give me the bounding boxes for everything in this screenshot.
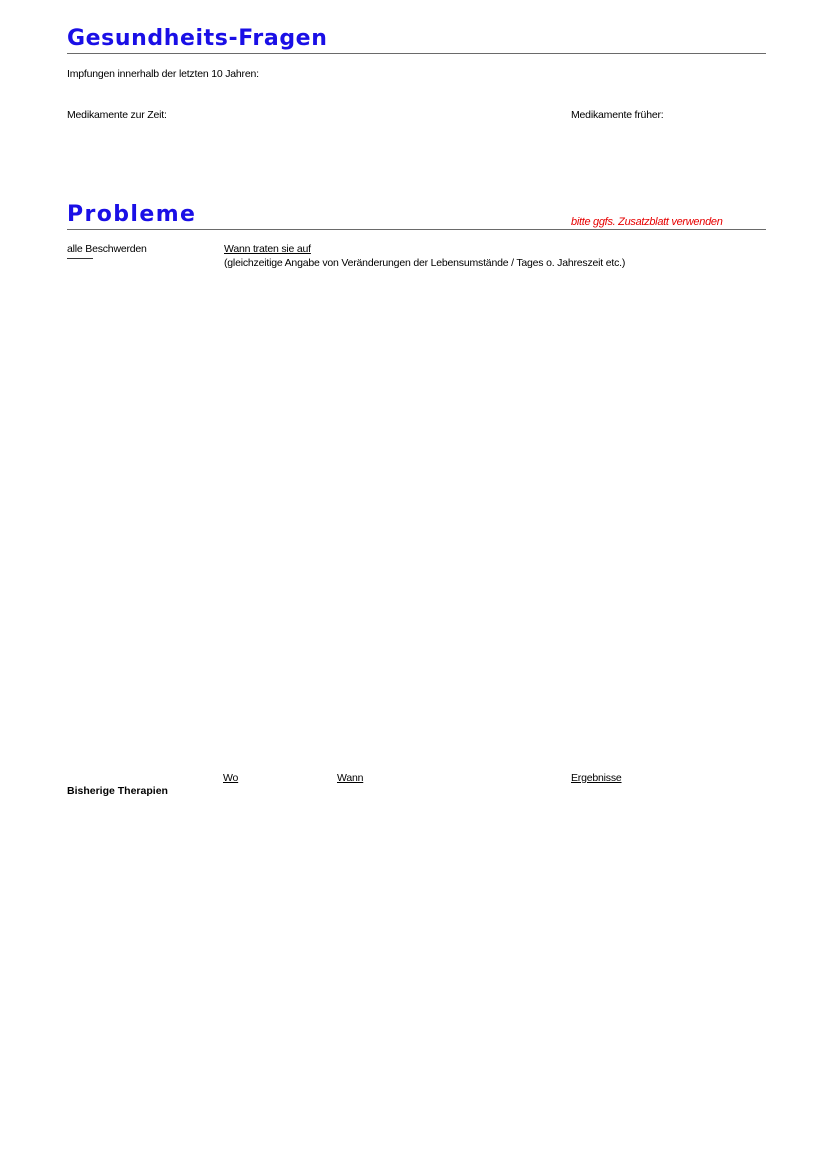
additional-sheet-note: bitte ggfs. Zusatzblatt verwenden <box>571 216 723 228</box>
therapy-where-label: Wo <box>223 772 239 784</box>
complaints-underline <box>67 258 93 259</box>
therapy-results-label: Ergebnisse <box>571 772 622 784</box>
therapy-when-label: Wann <box>337 772 364 784</box>
previous-therapies-label: Bisherige Therapien <box>67 785 168 797</box>
current-medications-label: Medikamente zur Zeit: <box>67 109 167 121</box>
problems-section-title: Probleme <box>67 202 197 227</box>
problems-section-rule <box>67 229 766 230</box>
past-medications-label: Medikamente früher: <box>571 109 664 121</box>
vaccinations-label: Impfungen innerhalb der letzten 10 Jahren: <box>67 68 259 80</box>
health-section-title: Gesundheits-Fragen <box>67 26 328 51</box>
complaints-label: alle Beschwerden <box>67 243 147 255</box>
onset-hint: (gleichzeitige Angabe von Veränderungen der Lebensumstände / Tages o. Jahreszeit etc.) <box>224 257 626 269</box>
onset-label: Wann traten sie auf <box>224 243 311 255</box>
health-section-rule <box>67 53 766 54</box>
